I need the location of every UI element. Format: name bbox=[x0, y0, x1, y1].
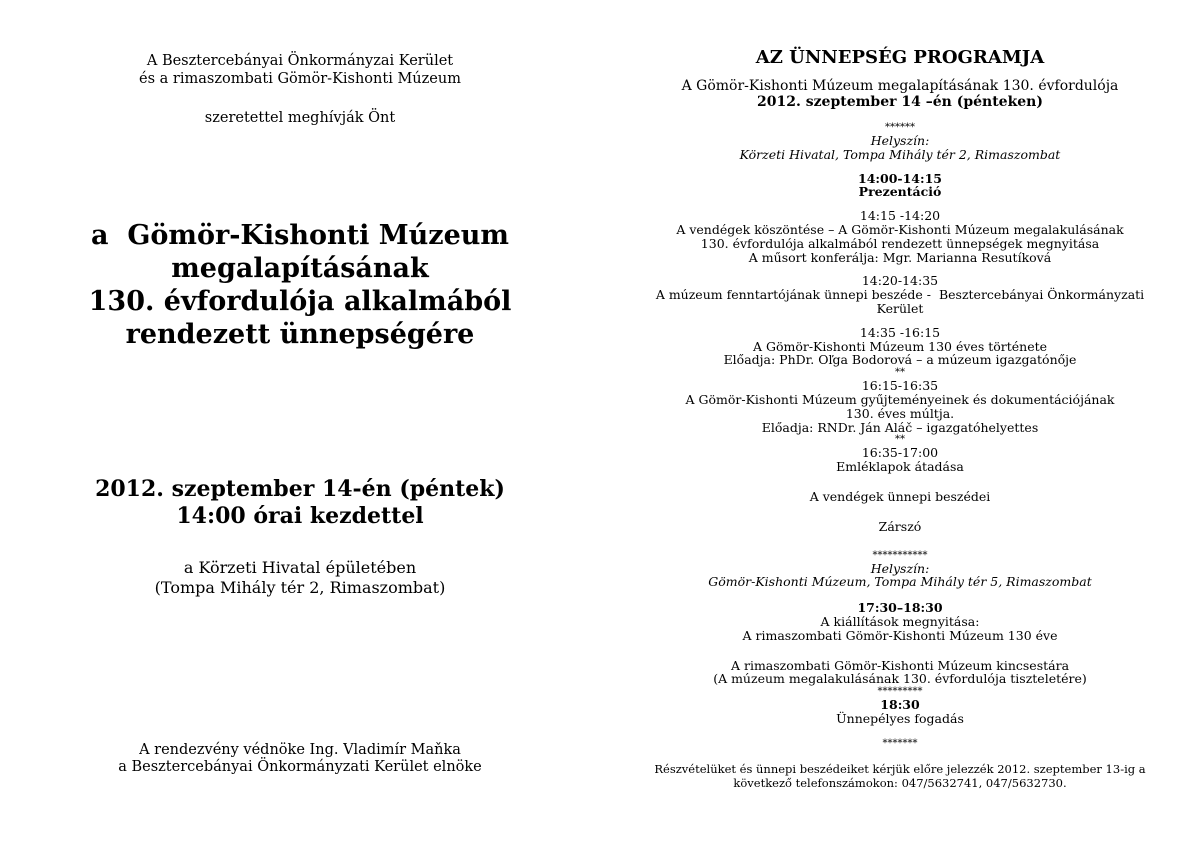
venue-1: Körzeti Hivatal, Tompa Mihály tér 2, Rimaszombat bbox=[739, 146, 1061, 162]
title-line-3: 130. évfordulója alkalmából bbox=[88, 286, 512, 317]
item-time: 14:35 -16:15 bbox=[859, 324, 941, 340]
program-title: AZ ÜNNEPSÉG PROGRAMJA bbox=[755, 47, 1045, 68]
program-item bbox=[630, 172, 1170, 200]
rsvp-line-1: Részvételüket és ünnepi beszédeiket kérjük előre jelezzék 2012. szeptember 13-ig a bbox=[654, 761, 1146, 776]
separator-stars: ****** bbox=[885, 122, 915, 133]
item-time: 17:30–18:30 bbox=[857, 600, 943, 616]
item-text: A kiállítások megnyitása: bbox=[820, 613, 980, 629]
program-item bbox=[630, 379, 1170, 446]
item-text: Előadja: PhDr. Oľga Bodorová – a múzeum igazgatónője bbox=[723, 352, 1077, 368]
program-item bbox=[630, 274, 1170, 315]
title-line-4: rendezett ünnepségére bbox=[125, 319, 475, 350]
program-item bbox=[630, 659, 1170, 699]
venue-1-label: Helyszín: bbox=[870, 133, 930, 148]
item-text: A múzeum fenntartójának ünnepi beszéde - Besztercebányai Önkormányzati bbox=[655, 287, 1145, 303]
closing-speech: Zárszó bbox=[878, 518, 922, 534]
item-time: 14:15 -14:20 bbox=[859, 208, 941, 224]
item-text: A rimaszombati Gömör-Kishonti Múzeum 130 éve bbox=[742, 627, 1058, 643]
event-venue bbox=[0, 558, 600, 598]
rsvp-note bbox=[630, 762, 1170, 790]
patron-line-2: a Besztercebányai Önkormányzati Kerület elnöke bbox=[118, 759, 482, 775]
item-text: (A múzeum megalakulásának 130. évfordulója tiszteletére) bbox=[713, 671, 1087, 687]
separator-stars: ** bbox=[895, 434, 905, 446]
item-text: 130. évfordulója alkalmából rendezett ünnepségek megnyitása bbox=[700, 235, 1100, 251]
separator-stars: ** bbox=[895, 367, 905, 379]
venue-line-1: a Körzeti Hivatal épületében bbox=[183, 558, 417, 577]
item-text: Ünnepélyes fogadás bbox=[836, 710, 964, 726]
subtitle-date: 2012. szeptember 14 –én (pénteken) bbox=[757, 94, 1043, 110]
program bbox=[630, 46, 1170, 790]
item-text: A vendégek köszöntése – A Gömör-Kishonti Múzeum megalakulásának bbox=[676, 221, 1124, 237]
date-line-2: 14:00 órai kezdettel bbox=[176, 503, 424, 529]
organizer-line-1: A Besztercebányai Önkormányzai Kerület bbox=[146, 53, 454, 69]
title-line-1: a Gömör-Kishonti Múzeum bbox=[91, 220, 509, 251]
rsvp-line-2: következő telefonszámokon: 047/5632741, 047/5632730. bbox=[733, 775, 1067, 790]
venue-2-label: Helyszín: bbox=[870, 560, 930, 576]
organizers bbox=[30, 52, 570, 88]
title-line-2: megalapításának bbox=[171, 253, 429, 284]
separator-stars: ******* bbox=[882, 737, 918, 749]
item-time: 14:20-14:35 bbox=[861, 273, 939, 289]
item-text: Előadja: RNDr. Ján Aláč – igazgatóhelyettes bbox=[761, 419, 1039, 435]
patron bbox=[0, 742, 600, 776]
speeches: A vendégek ünnepi beszédei bbox=[809, 488, 991, 504]
separator-stars: *********** bbox=[872, 549, 928, 561]
item-text: A rimaszombati Gömör-Kishonti Múzeum kincsestára bbox=[730, 657, 1070, 673]
date-line-1: 2012. szeptember 14-én (péntek) bbox=[95, 476, 505, 502]
item-text: A Gömör-Kishonti Múzeum gyűjteményeinek és dokumentációjának bbox=[685, 391, 1115, 407]
item-text: A műsort konferálja: Mgr. Marianna Resutíková bbox=[748, 249, 1052, 265]
separator-stars: ********* bbox=[877, 686, 923, 698]
item-title: Prezentáció bbox=[858, 184, 942, 200]
item-time: 16:15-16:35 bbox=[861, 378, 939, 394]
item-text: Kerület bbox=[876, 300, 924, 316]
program-item bbox=[630, 446, 1170, 474]
program-item bbox=[630, 209, 1170, 264]
right-page bbox=[600, 0, 1200, 865]
item-text: Emléklapok átadása bbox=[836, 459, 964, 475]
organizer-line-2: és a rimaszombati Gömör-Kishonti Múzeum bbox=[139, 71, 461, 87]
program-subtitle bbox=[630, 78, 1170, 110]
item-time: 18:30 bbox=[880, 697, 920, 713]
item-time: 16:35-17:00 bbox=[861, 445, 939, 461]
subtitle-line-1: A Gömör-Kishonti Múzeum megalapításának 130. évfordulója bbox=[681, 78, 1119, 94]
venue-2: Gömör-Kishonti Múzeum, Tompa Mihály tér 5, Rimaszombat bbox=[708, 574, 1092, 590]
event-title bbox=[0, 219, 600, 351]
item-text: A Gömör-Kishonti Múzeum 130 éves története bbox=[752, 338, 1048, 354]
patron-line-1: A rendezvény védnöke Ing. Vladimír Maňka bbox=[139, 742, 461, 758]
venue-line-2: (Tompa Mihály tér 2, Rimaszombat) bbox=[154, 578, 446, 597]
item-text: 130. éves múltja. bbox=[845, 405, 955, 421]
item-time: 14:00-14:15 bbox=[858, 170, 942, 186]
program-item bbox=[630, 326, 1170, 379]
event-date bbox=[0, 476, 600, 530]
invitation-text: szeretettel meghívják Önt bbox=[204, 110, 396, 126]
program-item bbox=[630, 698, 1170, 726]
program-item bbox=[630, 601, 1170, 642]
